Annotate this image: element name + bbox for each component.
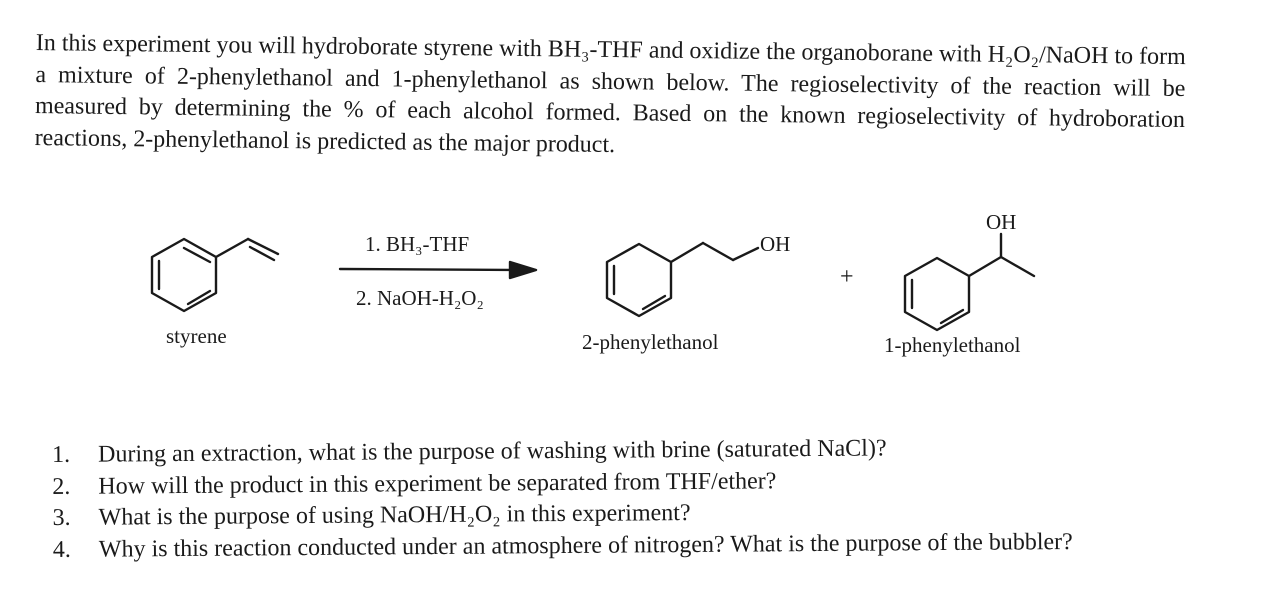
intro-text <box>34 28 1185 168</box>
2-phenylethanol-structure <box>607 243 758 316</box>
reagent-step-2: 2. NaOH-H₂O₂ <box>356 286 484 310</box>
plus-sign: + <box>840 264 854 290</box>
reaction-scheme <box>0 190 1266 370</box>
question-number: 2. <box>52 473 71 500</box>
question-text: How will the product in this experiment be separated from THF/ether? <box>98 467 777 500</box>
2-phenylethanol-label: 2-phenylethanol <box>582 330 719 354</box>
reagent-step-1: 1. BH₃-THF <box>365 232 470 256</box>
1-phenylethanol-label: 1-phenylethanol <box>884 333 1021 357</box>
question-text: What is the purpose of using NaOH/H₂O₂ in this experiment? <box>98 499 691 531</box>
product1-oh-label: OH <box>760 232 791 256</box>
styrene-label: styrene <box>166 324 227 348</box>
question-number: 3. <box>52 504 71 531</box>
1-phenylethanol-structure <box>905 234 1034 330</box>
question-number: 4. <box>52 536 71 563</box>
question-list <box>52 431 1253 566</box>
question-text: Why is this reaction conducted under an atmosphere of nitrogen? What is the purpose of the bubbler? <box>98 528 1073 563</box>
reaction-arrow <box>340 262 536 278</box>
question-text: During an extraction, what is the purpose of washing with brine (saturated NaCl)? <box>98 435 887 468</box>
product2-oh-label: OH <box>986 210 1017 234</box>
question-number: 1. <box>52 441 71 468</box>
styrene-structure <box>152 239 278 311</box>
intro-paragraph: In this experiment you will hydroborate styrene with BH₃-THF and oxidize the organoborane with H₂O₂/NaOH to form a mixture of 2-phenylethanol and 1-phenylethanol as shown below. The regioselectivity of the reaction will be measured by determining the % of each alcohol formed. Based on the known regioselectivity of hydroboration reactions, 2-phenylethanol is predicted as the major product. <box>34 29 1186 158</box>
